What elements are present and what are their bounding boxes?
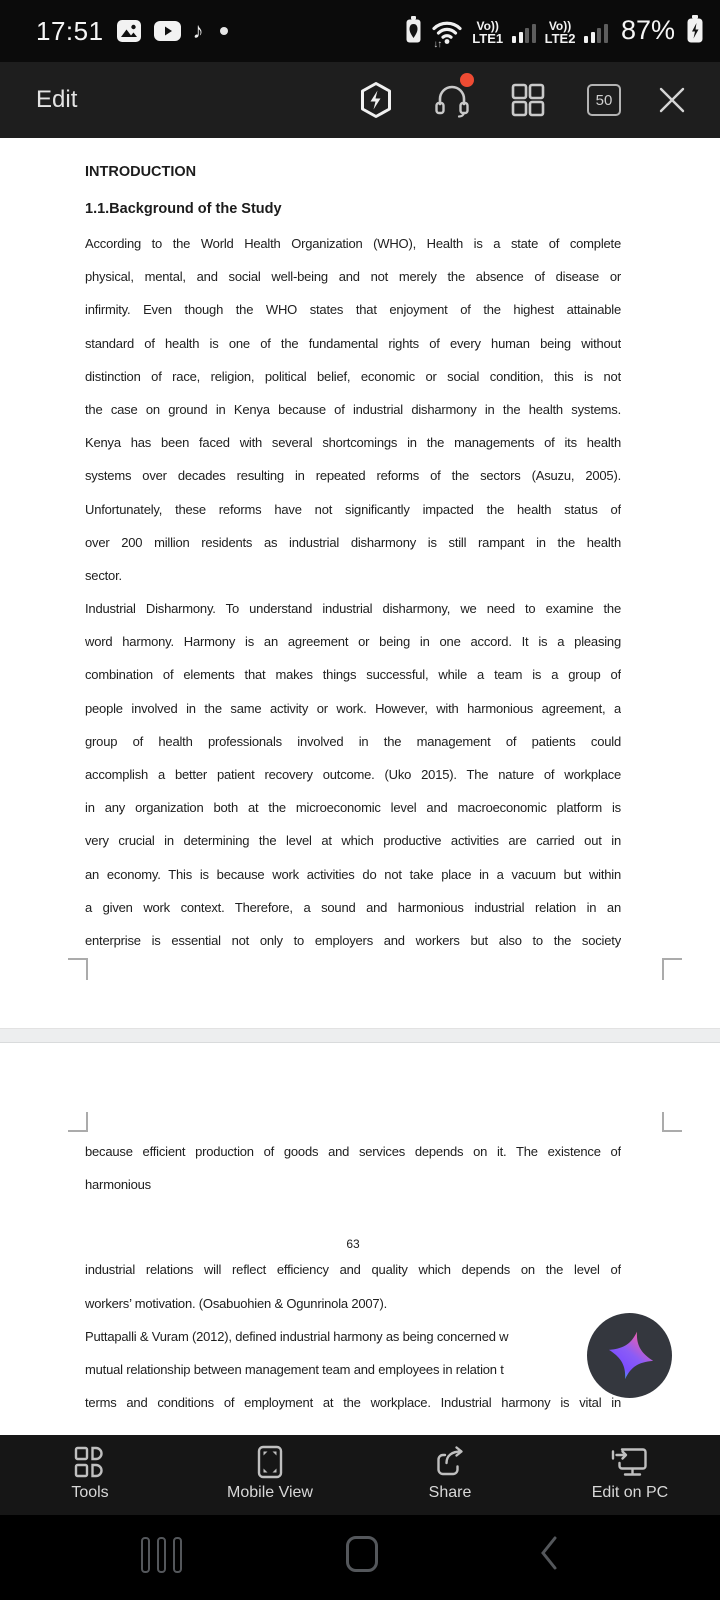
doc-text-line: Kenya has been faced with several shortcomings in the managements of its health (85, 435, 621, 451)
toolbar-label: Mobile View (227, 1484, 313, 1501)
doc-text-line: Industrial Disharmony. To understand industrial disharmony, we need to examine the (85, 601, 621, 617)
doc-text-line: word harmony. Harmony is an agreement or being in one accord. It is a pleasing (85, 634, 621, 650)
doc-text-line: over 200 million residents as industrial disharmony is still rampant in the health (85, 534, 621, 550)
hexagon-bolt-icon (358, 81, 394, 119)
toolbar-label: Share (428, 1484, 472, 1501)
doc-text-line: group of health professionals involved in the management of patients could (85, 733, 621, 749)
gallery-notification-icon (116, 20, 142, 42)
doc-text-line: Puttapalli & Vuram (2012), defined industrial harmony as being concerned w (85, 1328, 509, 1344)
wifi-activity-arrows: ↓↑ (433, 39, 442, 50)
status-bar (0, 0, 720, 62)
text-boundary-mark-bottom-left (68, 958, 88, 980)
components-grid-icon (73, 1445, 107, 1479)
doc-text-line: a given work context. Therefore, a sound and harmonious industrial relation in an (85, 899, 621, 915)
wifi-icon (431, 19, 463, 50)
doc-text-line: Unfortunately, these reforms have not significantly impacted the health status of (85, 501, 621, 517)
text-boundary-mark-top-right (662, 1112, 682, 1132)
toolbar-item-tools[interactable] (0, 1435, 180, 1515)
battery-saver-icon (405, 16, 422, 44)
doc-text-line: infirmity. Even though the WHO states that enjoyment of the highest attainable (85, 302, 621, 318)
page-count-indicator: 50 (587, 84, 621, 116)
headset-icon (433, 82, 471, 118)
youtube-notification-icon (154, 21, 181, 41)
doc-text-line: accomplish a better patient recovery outcome. (Uko 2015). The nature of workplace (85, 767, 621, 782)
doc-text-line: distinction of race, religion, political belief, economic or social condition, this is not (85, 368, 621, 384)
share-icon (433, 1445, 467, 1479)
performance-mode-button[interactable] (338, 81, 414, 119)
doc-text-line: combination of elements that makes things successful, while a team is a group of (85, 667, 621, 683)
sim1-network-label: Vo)) LTE1 (472, 19, 504, 46)
doc-text-line: mutual relationship between management team and employees in relation t (85, 1361, 504, 1377)
doc-text-line: people involved in the same activity or work. However, with harmonious agreement, a (85, 700, 621, 716)
text-boundary-mark-top-left (68, 1112, 88, 1132)
close-button[interactable] (642, 85, 702, 115)
toolbar-item-share[interactable] (360, 1435, 540, 1515)
edit-app-bar (0, 62, 720, 138)
grid-icon (510, 82, 546, 118)
bottom-toolbar (0, 1435, 720, 1515)
doc-heading: 1.1.Background of the Study (85, 201, 282, 217)
mobile-view-icon (257, 1445, 283, 1479)
sim2-signal-icon (584, 24, 608, 43)
doc-text-line: physical, mental, and social well-being and not merely the absence of disease or (85, 269, 621, 285)
back-chevron-icon (538, 1535, 560, 1571)
app-bar-title: Edit (36, 86, 78, 113)
text-boundary-mark-bottom-right (662, 958, 682, 980)
toolbar-label: Tools (71, 1484, 109, 1501)
doc-text-line: harmonious (85, 1177, 151, 1193)
page-count-button[interactable] (566, 84, 642, 116)
doc-text-line: terms and conditions of employment at the workplace. Industrial harmony is vital in (85, 1395, 621, 1411)
doc-text-line: workers’ motivation. (Osabuohien & Ogunrinola 2007). (85, 1295, 388, 1311)
support-button[interactable] (414, 82, 490, 118)
doc-text-line: very crucial in determining the level at which productive activities are carried out in (85, 833, 621, 849)
close-icon (657, 85, 687, 115)
recents-button[interactable] (141, 1537, 182, 1573)
system-nav-bar (0, 1515, 720, 1600)
sim2-network-label: Vo)) LTE2 (544, 19, 576, 46)
ai-sparkle-icon (596, 1322, 664, 1390)
doc-text-line: because efficient production of goods and services depends on it. The existence of (85, 1144, 621, 1159)
tiktok-notification-icon: ♪ (192, 18, 204, 43)
doc-text-line: an economy. This is because work activities do not take place in a vacuum but within (85, 866, 621, 882)
toolbar-label: Edit on PC (591, 1484, 669, 1501)
page-number: 63 (346, 1237, 360, 1252)
ai-assistant-fab[interactable] (587, 1313, 672, 1398)
edit-on-pc-icon (610, 1445, 650, 1479)
doc-text-line: sector. (85, 567, 122, 583)
battery-charging-icon (686, 15, 704, 44)
document-view[interactable] (0, 138, 720, 1435)
document-page-1 (0, 138, 720, 1028)
toolbar-item-edit-on-pc[interactable] (540, 1435, 720, 1515)
components-button[interactable] (490, 82, 566, 118)
doc-text-line: systems over decades resulting in repeated reforms of the sectors (Asuzu, 2005). (85, 468, 621, 484)
doc-heading: INTRODUCTION (85, 163, 197, 180)
notification-dot (460, 73, 474, 87)
home-button[interactable] (346, 1536, 378, 1572)
doc-text-line: standard of health is one of the fundamental rights of every human being without (85, 335, 621, 351)
battery-percent: 87% (620, 15, 675, 45)
clock: 17:51 (36, 15, 104, 46)
doc-text-line: industrial relations will reflect efficiency and quality which depends on the level of (85, 1262, 621, 1278)
sim1-signal-icon (512, 24, 536, 43)
back-button[interactable] (538, 1535, 560, 1571)
doc-text-line: in any organization both at the microeconomic level and macroeconomic platform is (85, 800, 621, 816)
doc-text-line: enterprise is essential not only to employers and workers but also to the society (85, 932, 621, 948)
more-notifications-icon (220, 27, 228, 35)
page-break-divider (0, 1028, 720, 1043)
doc-text-line: the case on ground in Kenya because of industrial disharmony in the health systems. (85, 401, 621, 417)
spacer (85, 1201, 621, 1235)
toolbar-item-mobile-view[interactable] (180, 1435, 360, 1515)
doc-text-line: According to the World Health Organization (WHO), Health is a state of complete (85, 236, 621, 251)
